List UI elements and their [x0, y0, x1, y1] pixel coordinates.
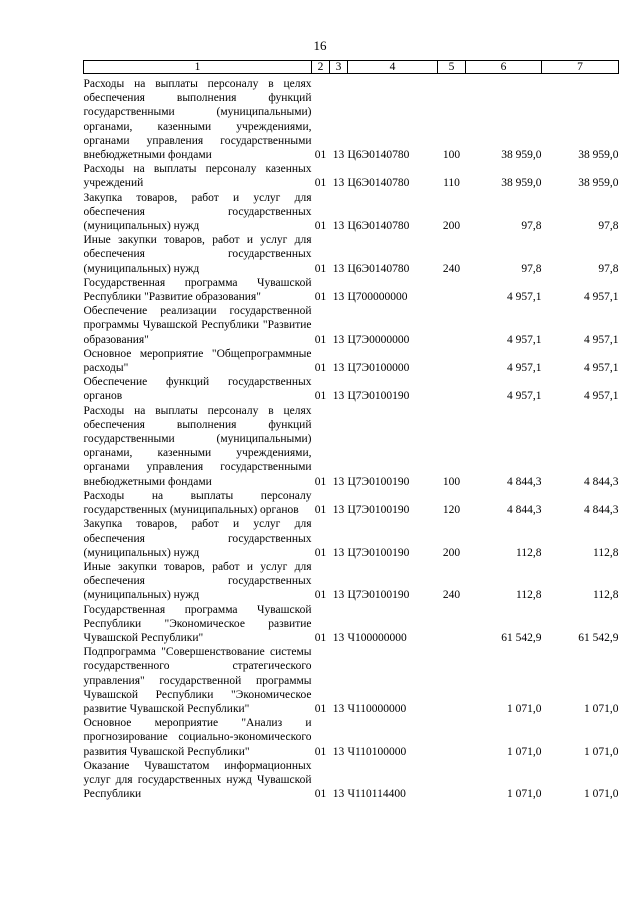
row-rz: 01: [314, 362, 327, 375]
table-row: [84, 603, 619, 646]
table-row: [84, 276, 619, 304]
row-sum1: 97,8: [521, 220, 542, 233]
page-number: 16: [313, 38, 327, 53]
row-sum2: 4 957,1: [584, 390, 619, 403]
row-rz: 01: [314, 475, 327, 488]
row-sum1: 4 844,3: [507, 475, 542, 488]
table-row: [84, 304, 619, 347]
row-vr: 240: [442, 262, 461, 275]
row-rz: 01: [314, 390, 327, 403]
row-name: Расходы на выплаты персоналу государственных (муниципальных) органов: [83, 489, 312, 517]
row-pr: 13: [332, 702, 345, 715]
table-row: [84, 716, 619, 759]
row-pr: 13: [332, 504, 345, 517]
row-csr: Ц6Э0140780: [347, 177, 410, 190]
row-pr: 13: [332, 631, 345, 644]
row-sum2: 38 959,0: [578, 177, 619, 190]
row-csr: Ч110000000: [347, 702, 407, 715]
row-sum1: 112,8: [516, 546, 542, 559]
row-vr: 110: [443, 177, 460, 190]
header-csr: 4: [348, 61, 438, 74]
row-csr: Ч100000000: [347, 631, 407, 644]
row-vr: 120: [442, 504, 461, 517]
row-sum1: 4 957,1: [507, 390, 542, 403]
row-pr: 13: [332, 291, 345, 304]
row-vr: 100: [442, 149, 461, 162]
row-rz: 01: [314, 291, 327, 304]
row-sum1: 61 542,9: [501, 631, 542, 644]
row-name: Закупка товаров, работ и услуг для обеспечения государственных (муниципальных) нужд: [83, 518, 312, 559]
header-vr: 5: [438, 61, 466, 74]
row-sum1: 1 071,0: [507, 788, 542, 801]
row-pr: 13: [332, 390, 345, 403]
row-csr: Ч110114400: [347, 788, 406, 801]
row-csr: Ц6Э0140780: [347, 220, 410, 233]
row-rz: 01: [314, 546, 327, 559]
row-sum2: 61 542,9: [578, 631, 619, 644]
row-sum2: 4 844,3: [584, 504, 619, 517]
row-name: Основное мероприятие "Общепрограммные расходы": [83, 347, 312, 375]
table-row: [84, 404, 619, 489]
row-sum2: 112,8: [593, 546, 619, 559]
row-sum1: 97,8: [521, 262, 542, 275]
table-header-row: [84, 61, 619, 74]
row-vr: 240: [442, 589, 461, 602]
row-rz: 01: [314, 262, 327, 275]
row-vr: [438, 375, 466, 403]
row-vr: 100: [442, 475, 461, 488]
row-sum2: 4 957,1: [584, 362, 619, 375]
header-sum2: 7: [542, 61, 619, 74]
row-sum2: 1 071,0: [584, 745, 619, 758]
row-name: Расходы на выплаты персоналу в целях обеспечения выполнения функций государственными (муниципальными) органами, казенными учреждениями, органами управления государственными внебюджетными фондами: [83, 78, 312, 162]
row-csr: Ц7Э0100190: [347, 546, 410, 559]
row-name: Расходы на выплаты персоналу казенных учреждений: [83, 163, 312, 190]
row-csr: Ц7Э0100000: [347, 362, 410, 375]
row-sum2: 1 071,0: [584, 788, 619, 801]
row-sum1: 4 957,1: [507, 333, 542, 346]
budget-table: [83, 60, 619, 801]
row-name: Расходы на выплаты персоналу в целях обеспечения выполнения функций государственными (муниципальными) органами, казенными учреждениями, органами управления государственными внебюджетными фондами: [83, 404, 312, 488]
table-row: [84, 489, 619, 517]
row-sum1: 4 957,1: [507, 291, 542, 304]
row-sum2: 4 844,3: [584, 475, 619, 488]
row-rz: 01: [314, 589, 327, 602]
row-vr: [438, 759, 466, 802]
row-sum2: 97,8: [598, 220, 619, 233]
row-rz: 01: [314, 333, 327, 346]
row-vr: [438, 645, 466, 716]
row-rz: 01: [314, 702, 327, 715]
row-rz: 01: [314, 788, 327, 801]
row-vr: [438, 347, 466, 375]
header-sum1: 6: [466, 61, 542, 74]
row-csr: Ц7Э0000000: [347, 333, 410, 346]
row-name: Иные закупки товаров, работ и услуг для обеспечения государственных (муниципальных) нужд: [83, 234, 312, 275]
table-row: [84, 77, 619, 162]
row-pr: 13: [332, 333, 345, 346]
row-vr: [438, 276, 466, 304]
row-pr: 13: [332, 745, 345, 758]
row-rz: 01: [314, 631, 327, 644]
row-sum2: 4 957,1: [584, 291, 619, 304]
row-csr: Ц7Э0100190: [347, 475, 410, 488]
row-rz: 01: [314, 220, 327, 233]
row-pr: 13: [332, 362, 345, 375]
row-pr: 13: [332, 177, 345, 190]
row-sum2: 1 071,0: [584, 702, 619, 715]
row-name: Основное мероприятие "Анализ и прогнозирование социально-экономического развития Чувашской Республики": [83, 717, 312, 758]
row-vr: [438, 304, 466, 347]
table-row: [84, 162, 619, 190]
row-csr: Ч110100000: [347, 745, 407, 758]
row-name: Закупка товаров, работ и услуг для обеспечения государственных (муниципальных) нужд: [83, 191, 312, 233]
row-name: Обеспечение реализации государственной программы Чувашской Республики "Развитие образования": [83, 305, 312, 346]
row-name: Государственная программа Чувашской Республики "Экономическое развитие Чувашской Республики": [83, 603, 312, 644]
header-rz: 2: [312, 61, 330, 74]
header-pr: 3: [330, 61, 348, 74]
row-sum1: 112,8: [516, 589, 542, 602]
row-pr: 13: [332, 149, 345, 162]
row-pr: 13: [332, 546, 345, 559]
table-row: [84, 191, 619, 234]
row-rz: 01: [314, 177, 327, 190]
row-csr: Ц7Э0100190: [347, 390, 410, 403]
row-name: Подпрограмма "Совершенствование системы государственного стратегического управления" государственной программы Чувашской Республики "Экономическое развитие Чувашской Республики": [83, 646, 312, 715]
row-rz: 01: [314, 745, 327, 758]
row-vr: 200: [442, 220, 461, 233]
row-name: Государственная программа Чувашской Республики "Развитие образования": [83, 276, 312, 304]
table-row: [84, 233, 619, 276]
row-sum1: 38 959,0: [501, 149, 542, 162]
row-pr: 13: [332, 262, 345, 275]
row-rz: 01: [314, 149, 327, 162]
row-pr: 13: [332, 475, 345, 488]
row-name: Оказание Чувашстатом информационных услуг для государственных нужд Чувашской Республики: [83, 759, 312, 801]
row-csr: Ц6Э0140780: [347, 262, 410, 275]
row-csr: Ц700000000: [347, 291, 408, 304]
row-pr: 13: [332, 220, 345, 233]
row-pr: 13: [332, 589, 345, 602]
row-sum1: 1 071,0: [507, 702, 542, 715]
header-name: 1: [84, 61, 312, 74]
row-name: Иные закупки товаров, работ и услуг для обеспечения государственных (муниципальных) нужд: [83, 560, 312, 602]
row-name: Обеспечение функций государственных органов: [83, 376, 312, 403]
table-row: [84, 347, 619, 375]
row-sum2: 112,8: [593, 589, 619, 602]
row-csr: Ц7Э0100190: [347, 504, 410, 517]
row-sum1: 1 071,0: [507, 745, 542, 758]
row-csr: Ц7Э0100190: [347, 589, 410, 602]
table-row: [84, 645, 619, 716]
row-csr: Ц6Э0140780: [347, 149, 410, 162]
row-sum1: 38 959,0: [501, 177, 542, 190]
table-row: [84, 375, 619, 403]
table-row: [84, 517, 619, 560]
table-row: [84, 560, 619, 603]
row-vr: [438, 716, 466, 759]
row-sum2: 38 959,0: [578, 149, 619, 162]
row-sum1: 4 844,3: [507, 504, 542, 517]
table-row: [84, 759, 619, 802]
row-sum1: 4 957,1: [507, 362, 542, 375]
row-vr: 200: [442, 546, 461, 559]
row-pr: 13: [332, 788, 345, 801]
row-sum2: 97,8: [598, 262, 619, 275]
row-vr: [438, 603, 466, 646]
row-rz: 01: [314, 504, 327, 517]
table-body: [84, 77, 619, 801]
row-sum2: 4 957,1: [584, 333, 619, 346]
